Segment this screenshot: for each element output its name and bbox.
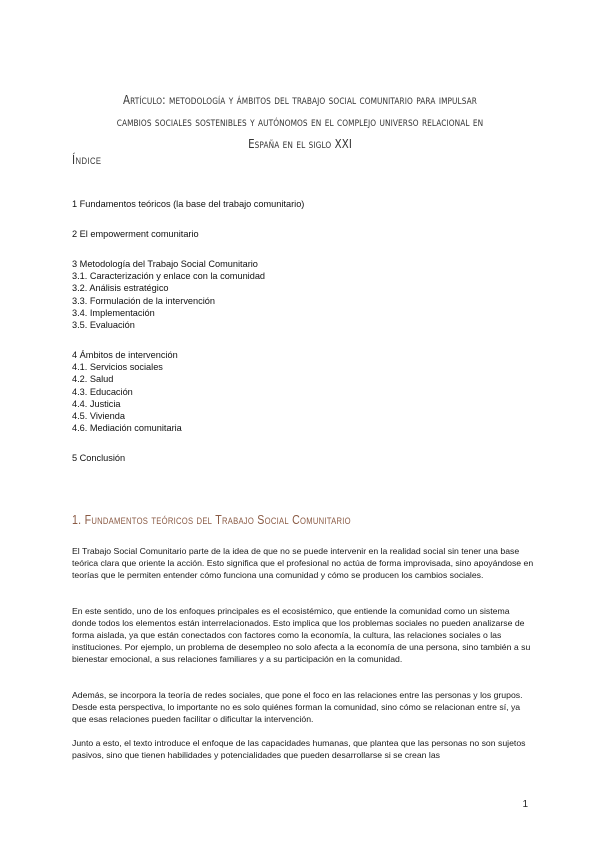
toc-group-1 (72, 198, 304, 210)
toc-item: 4 Ámbitos de intervención (72, 350, 178, 360)
toc-item: 3.3. Formulación de la intervención (72, 295, 215, 306)
toc-group-4 (72, 349, 182, 434)
toc-item: 4.5. Vivienda (72, 411, 125, 422)
toc-group-3 (72, 258, 265, 331)
toc-item: 4.4. Justicia (72, 398, 121, 409)
toc-item: 3.2. Análisis estratégico (72, 283, 169, 294)
toc-item: 4.6. Mediación comunitaria (72, 423, 182, 434)
index-heading: Índice (72, 152, 102, 167)
page-number: 1 (522, 799, 528, 810)
article-title: Artículo: metodología y ámbitos del trabajo social comunitario para impulsar cambios sociales sostenibles y autónomos en el complejo universo relacional en España en el siglo XXI (116, 92, 484, 151)
paragraph: En este sentido, uno de los enfoques principales es el ecosistémico, que entiende la comunidad como un sistema donde todos los elementos están interrelacionados. Esto implica que los problemas sociales no pueden analizarse de forma aislada, ya que están conectados con factores como la economía, la cultura, las relaciones sociales o las instituciones. Por ejemplo, un problema de desempleo no solo afecta a la economía de una persona, sino también a su bienestar emocional, a sus relaciones familiares y a su participación en la comunidad. (72, 606, 531, 665)
section-heading: 1. Fundamentos teóricos del Trabajo Social Comunitario (72, 513, 351, 527)
paragraph: Junto a esto, el texto introduce el enfoque de las capacidades humanas, que plantea que las personas no son sujetos pasivos, sino que tienen habilidades y potencialidades que pueden desarrollarse si se crean las (72, 738, 526, 761)
toc-item: 3.1. Caracterización y enlace con la comunidad (72, 271, 266, 282)
toc-item: 1 Fundamentos teóricos (la base del trabajo comunitario) (72, 199, 305, 209)
toc-group-2 (72, 228, 199, 240)
toc-item: 2 El empowerment comunitario (72, 229, 199, 239)
toc-item: 4.3. Educación (72, 386, 133, 397)
toc-item: 3 Metodología del Trabajo Social Comunitario (72, 259, 258, 269)
toc-item: 3.5. Evaluación (72, 320, 135, 331)
paragraph: Además, se incorpora la teoría de redes sociales, que pone el foco en las relaciones entre las personas y los grupos. Desde esta perspectiva, lo importante no es solo quiénes forman la comunidad, sino cómo se relacionan entre sí, ya que esas relaciones pueden facilitar o dificultar la intervención. (72, 690, 523, 725)
toc-item: 4.1. Servicios sociales (72, 362, 163, 373)
paragraph: El Trabajo Social Comunitario parte de la idea de que no se puede intervenir en la realidad social sin tener una base teórica clara que oriente la acción. Esto significa que el profesional no actúa de forma improvisada, sino apoyándose en teorías que le permiten entender cómo funciona una comunidad y cómo se producen los cambios sociales. (72, 546, 534, 581)
toc-item: 5 Conclusión (72, 453, 126, 463)
toc-group-5 (72, 452, 125, 464)
toc-item: 4.2. Salud (72, 374, 114, 385)
toc-item: 3.4. Implementación (72, 307, 155, 318)
